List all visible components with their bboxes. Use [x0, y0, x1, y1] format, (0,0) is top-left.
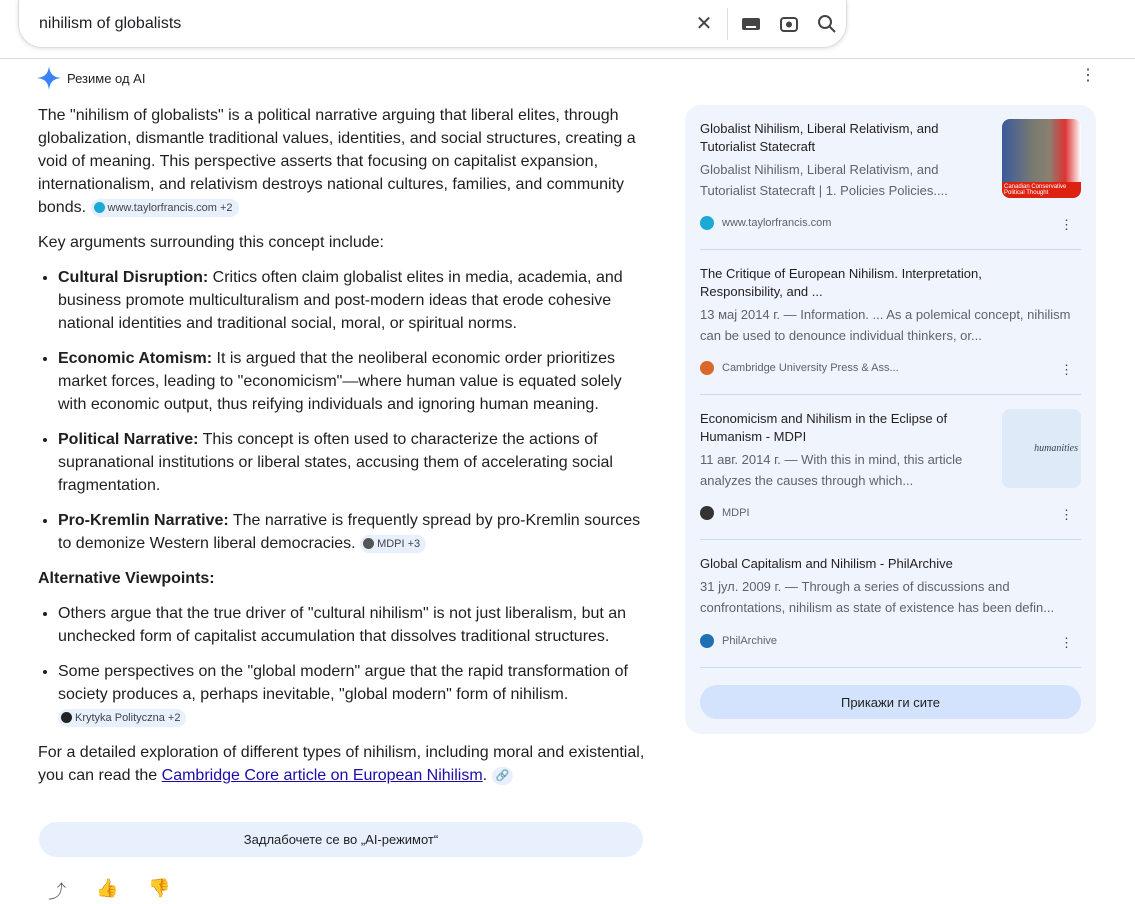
sparkle-icon [37, 66, 61, 90]
keyboard-icon[interactable] [732, 16, 770, 32]
source-card[interactable] [700, 540, 1081, 668]
list-item: • Pro-Kremlin Narrative: The narrative is frequently spread by pro-Kremlin sources to demonize Western liberal democracies. MDPI +3 [58, 509, 650, 555]
source-card[interactable] [700, 250, 1081, 395]
source-title[interactable]: Global Capitalism and Nihilism - PhilArchive [700, 556, 953, 571]
alt-list [58, 602, 650, 729]
thumbs-down-icon[interactable]: 👎 [148, 878, 171, 898]
source-thumbnail: Canadian Conservative Political Thought [1002, 119, 1081, 198]
ai-overview-label: Резиме од AI [67, 70, 146, 86]
source-site: MDPI [700, 506, 750, 520]
divider [727, 8, 728, 40]
ai-overview-header [37, 66, 145, 90]
sources-panel [685, 105, 1096, 734]
list-item: • Some perspectives on the "global modern" argue that the rapid transformation of society produces a, perhaps inevitable, "global modern" form of nihilism. Krytyka Polityczna +2 [58, 660, 650, 729]
source-card[interactable] [700, 105, 1081, 250]
clear-icon[interactable]: ✕ [695, 13, 713, 35]
more-options-icon[interactable]: ⋮ [1080, 67, 1096, 84]
site-icon [700, 361, 714, 375]
source-card[interactable] [700, 395, 1081, 540]
ai-mode-button[interactable]: Задлабочете се во „AI-режимот“ [39, 822, 643, 857]
source-title[interactable]: Economicism and Nihilism in the Eclipse of Humanism - MDPI [700, 411, 948, 444]
cambridge-link[interactable]: Cambridge Core article on European Nihilism [161, 767, 483, 784]
citation-chip[interactable]: MDPI +3 [360, 535, 426, 553]
more-options-icon[interactable]: ⋮ [1060, 507, 1073, 522]
source-title[interactable]: The Critique of European Nihilism. Interpretation, Responsibility, and ... [700, 266, 982, 299]
site-icon [700, 634, 714, 648]
thumbs-up-icon[interactable]: 👍 [96, 878, 119, 898]
source-snippet: 31 јул. 2009 г. — Through a series of discussions and confrontations, nihilism as state of existence has been defin... [700, 579, 1055, 615]
more-options-icon[interactable]: ⋮ [1060, 217, 1073, 232]
ai-overview-content [38, 104, 650, 799]
source-snippet: 13 мај 2014 г. — Information. ... As a polemical concept, nihilism can be used to denounce individual thinkers, or... [700, 307, 1071, 343]
link-chip[interactable]: 🔗 [492, 767, 514, 785]
more-options-icon[interactable]: ⋮ [1060, 635, 1073, 650]
citation-chip[interactable]: www.taylorfrancis.com +2 [91, 199, 239, 217]
lens-camera-icon[interactable] [770, 14, 808, 34]
source-snippet: Globalist Nihilism, Liberal Relativism, and Tutorialist Statecraft | 1. Policies Policies.... [700, 162, 948, 198]
source-site: www.taylorfrancis.com [700, 216, 831, 230]
search-bar[interactable] [18, 0, 847, 48]
source-title[interactable]: Globalist Nihilism, Liberal Relativism, and Tutorialist Statecraft [700, 121, 939, 154]
source-site: Cambridge University Press & Ass... [700, 361, 899, 375]
list-item: • Cultural Disruption: Critics often claim globalist elites in media, academia, and business promote multiculturalism and post-modern ideas that erode cohesive national identities and traditional social, moral, or spiritual norms. [58, 266, 650, 335]
search-input[interactable]: nihilism of globalists [39, 14, 182, 32]
site-icon [363, 538, 374, 549]
source-thumbnail: humanities [1002, 409, 1081, 488]
source-site: PhilArchive [700, 634, 777, 648]
alt-heading: Alternative Viewpoints: [38, 570, 215, 587]
feedback-bar [48, 878, 171, 904]
site-icon [61, 712, 72, 723]
site-icon [700, 506, 714, 520]
show-all-button[interactable]: Прикажи ги сите [700, 685, 1081, 719]
outro-paragraph: For a detailed exploration of different types of nihilism, including moral and existential, you can read the Cambridge Core article on European Nihilism. 🔗 [38, 744, 645, 784]
key-arguments-list [58, 266, 650, 555]
source-snippet: 11 авг. 2014 г. — With this in mind, this article analyzes the causes through which... [700, 452, 963, 488]
site-icon [94, 202, 105, 213]
divider [0, 58, 1135, 59]
share-icon[interactable]: ⤴ [48, 882, 66, 902]
list-item: • Political Narrative: This concept is often used to characterize the actions of supranational institutions or liberal states, accusing them of accelerating social fragmentation. [58, 428, 650, 497]
list-item: • Others argue that the true driver of "cultural nihilism" is not just liberalism, but an unchecked form of capitalist accumulation that dissolves traditional structures. [58, 602, 650, 648]
intro-paragraph: The "nihilism of globalists" is a political narrative arguing that liberal elites, through globalization, dismantle traditional values, identities, and social structures, creating a void of meaning. This perspective asserts that focusing on capitalist expansion, internationalism, and relativism destroys national cultures, families, and community bonds. www.taylorfrancis.com +2 [38, 107, 636, 216]
search-icon[interactable] [808, 14, 846, 34]
site-icon [700, 216, 714, 230]
more-options-icon[interactable]: ⋮ [1060, 362, 1073, 377]
list-item: • Economic Atomism: It is argued that the neoliberal economic order prioritizes market forces, leading to "economicism"—where human value is equated solely with economic output, thus reifying individuals and ignoring human meaning. [58, 347, 650, 416]
key-arguments-intro: Key arguments surrounding this concept include: [38, 234, 384, 251]
citation-chip[interactable]: Krytyka Polityczna +2 [58, 709, 186, 727]
